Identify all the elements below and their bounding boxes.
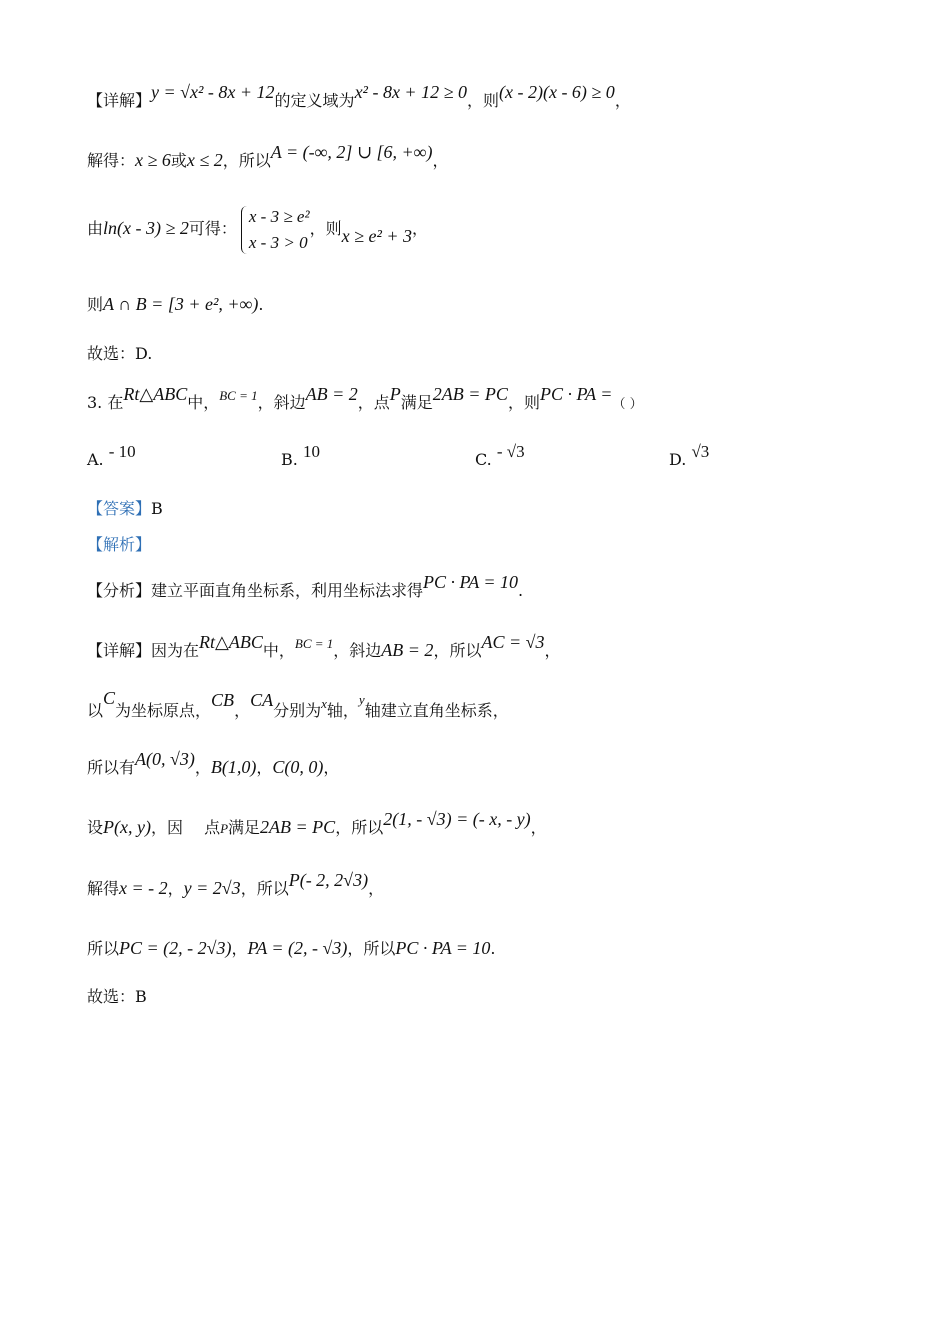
option-label: A. (87, 450, 104, 469)
formula: Rt△ABC (123, 384, 188, 404)
question-number: 3. 在 (87, 393, 124, 412)
text: 以 (87, 701, 104, 720)
text: ， (530, 818, 547, 837)
formula: PA = (2, - √3) (247, 938, 348, 958)
text: ，所以 (335, 818, 384, 837)
answer-value: B (151, 499, 163, 518)
formula: PC = (2, - 2√3) (119, 938, 232, 958)
formula: (x - 2)(x - 6) ≥ 0 (498, 82, 615, 102)
formula: CB (211, 690, 235, 710)
answer-line (87, 497, 910, 521)
detail-label: 【详解】 (87, 91, 152, 110)
text: ，所以 (347, 939, 396, 958)
text: ，所以 (240, 879, 289, 898)
text: ，所以 (433, 641, 482, 660)
text: ，则 (466, 91, 499, 110)
detail-label: 【详解】 (87, 641, 152, 660)
option-d (669, 442, 710, 470)
equation-system (241, 204, 310, 256)
text: ，点 (357, 393, 390, 412)
formula: x (321, 696, 327, 711)
detail-line-3 (87, 749, 910, 780)
conclusion: 故选：B (87, 987, 147, 1006)
text: ， (614, 91, 631, 110)
detail-line-2 (87, 688, 910, 724)
text: . (518, 581, 524, 600)
text: ，斜边 (333, 641, 382, 660)
option-a (87, 442, 136, 470)
formula: y = √x² - 8x + 12 (151, 82, 275, 102)
text: ， (194, 758, 211, 777)
prev-detail-line-2 (87, 142, 910, 173)
answer-label: 【答案】 (87, 499, 152, 518)
text: 可得： (188, 219, 237, 238)
option-label: D. (669, 450, 687, 469)
answer-blank: （ ） (612, 397, 643, 412)
text: 设 (87, 818, 104, 837)
formula: A = (-∞, 2] ∪ [6, +∞) (270, 142, 433, 162)
text: 的定义域为 (274, 91, 355, 110)
formula: y = 2√3 (183, 878, 241, 898)
text: 所以 (87, 939, 120, 958)
option-c (475, 442, 525, 470)
option-value: - √3 (496, 442, 525, 461)
formula: C (103, 688, 116, 708)
text: 轴建立直角坐标系， (364, 701, 509, 720)
formula: AC = √3 (481, 632, 545, 652)
text: ，所以 (222, 151, 271, 170)
text: 中， (262, 641, 295, 660)
system-row: x - 3 ≥ e² (248, 206, 310, 226)
formula: C(0, 0) (272, 757, 324, 777)
text: 满足 (228, 818, 261, 837)
option-value: √3 (691, 442, 710, 461)
formula: AB = 2 (381, 640, 434, 660)
brace-icon (241, 206, 248, 254)
formula: PC · PA = 10 (395, 938, 491, 958)
detail-line-4 (87, 809, 910, 841)
text: 分别为 (273, 701, 322, 720)
formula: x = - 2 (119, 878, 168, 898)
formula: BC = 1 (219, 388, 258, 403)
question-3-stem (87, 384, 910, 417)
formula: 2(1, - √3) = (- x, - y) (383, 809, 531, 829)
option-label: C. (475, 450, 492, 469)
text: 所以有 (87, 758, 136, 777)
detail-line-5 (87, 870, 910, 901)
text: ， (231, 939, 248, 958)
text: 则 (87, 295, 104, 314)
text: ， (234, 701, 251, 720)
formula: PC · PA = (539, 384, 613, 404)
text: 由 (87, 219, 104, 238)
formula: 2AB = PC (432, 384, 508, 404)
text: 因为在 (151, 641, 200, 660)
text: 满足 (400, 393, 433, 412)
prev-detail-line-3 (87, 198, 910, 258)
system-row: x - 3 > 0 (248, 232, 308, 252)
formula: x ≥ e² + 3 (341, 226, 412, 246)
text: ，斜边 (257, 393, 306, 412)
formula: P(- 2, 2√3) (288, 870, 369, 890)
text: . (258, 295, 264, 314)
formula: B(1,0) (210, 757, 257, 777)
text: ， (432, 151, 449, 170)
text: 建立平面直角坐标系，利用坐标法求得 (151, 581, 424, 600)
text: 轴， (326, 701, 359, 720)
text: 解得 (87, 879, 120, 898)
analysis-summary (87, 572, 910, 603)
formula: P (389, 384, 401, 404)
formula: A(0, √3) (135, 749, 195, 769)
formula: x ≤ 2 (186, 150, 223, 170)
text: ，则 (507, 393, 540, 412)
text: 为坐标原点， (115, 701, 212, 720)
detail-line-1 (87, 632, 910, 664)
formula: AB = 2 (305, 384, 358, 404)
formula: 2AB = PC (260, 817, 336, 837)
option-label: B. (281, 450, 298, 469)
formula: P(x, y) (103, 817, 151, 837)
formula: BC = 1 (294, 636, 334, 651)
text: ， (368, 879, 385, 898)
detail-line-6 (87, 936, 910, 961)
option-value: 10 (302, 442, 320, 461)
formula: CA (250, 690, 274, 710)
formula: y (358, 692, 365, 707)
formula: Rt△ABC (199, 632, 263, 652)
analysis-label: 【解析】 (87, 535, 152, 554)
text: ，则 (309, 219, 342, 238)
formula: x² - 8x + 12 ≥ 0 (354, 82, 467, 102)
summary-label: 【分析】 (87, 581, 152, 600)
text: ，因 点 (150, 818, 221, 837)
option-b (281, 442, 320, 470)
option-value: - 10 (108, 442, 136, 461)
formula: PC · PA = 10 (423, 572, 519, 592)
text: 中， (187, 393, 220, 412)
text: ， (256, 758, 273, 777)
text: ， (412, 219, 429, 238)
text: ， (544, 641, 561, 660)
text: ， (323, 758, 340, 777)
formula: P (220, 821, 229, 836)
text: 解得： (87, 151, 136, 170)
formula: ln(x - 3) ≥ 2 (103, 218, 189, 238)
formula: A ∩ B = [3 + e², +∞) (103, 294, 259, 314)
prev-conclusion: 故选：D. (87, 344, 153, 363)
prev-detail-line-4 (87, 292, 910, 317)
text: ， (167, 879, 184, 898)
formula: x ≥ 6 (135, 150, 171, 170)
text: . (490, 939, 496, 958)
text: 或 (170, 151, 187, 170)
prev-detail-line-1 (87, 82, 910, 113)
